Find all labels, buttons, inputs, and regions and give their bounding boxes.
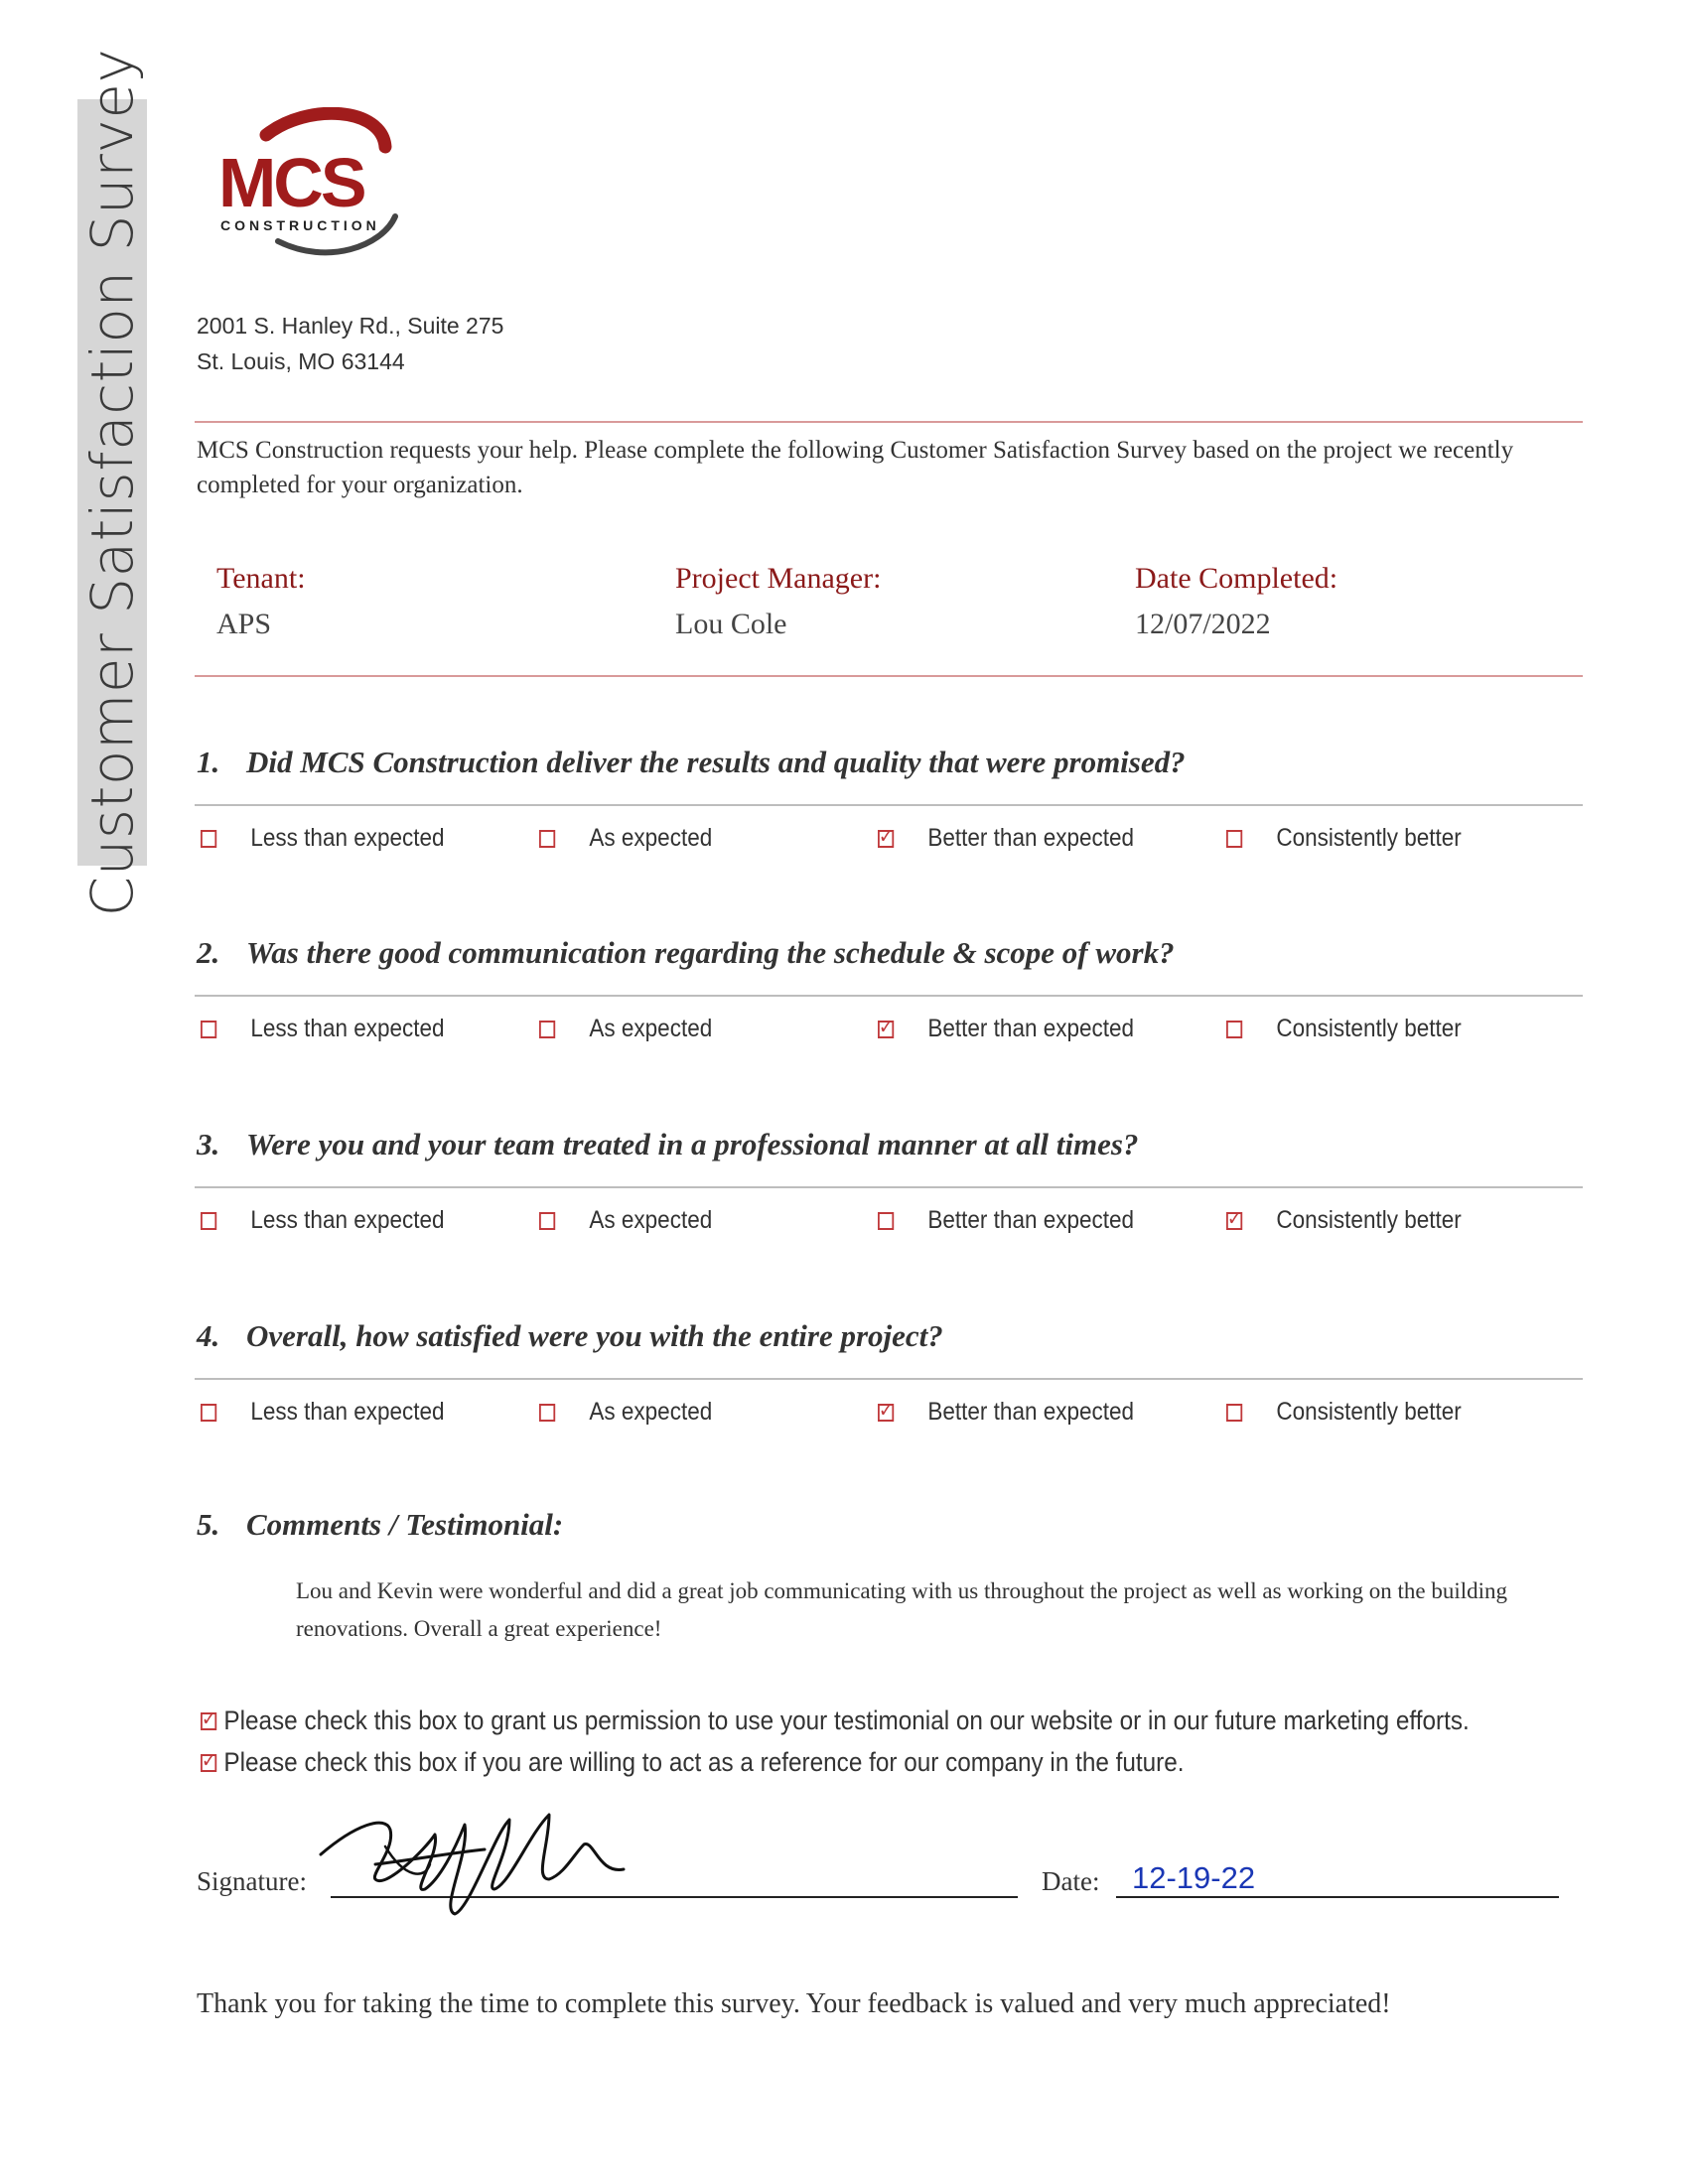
thank-you-text: Thank you for taking the time to complete this survey. Your feedback is valued and very much appreciated! bbox=[197, 1988, 1391, 2019]
question-divider bbox=[195, 804, 1583, 806]
checkmark-icon: ✓ bbox=[201, 1747, 216, 1772]
question-number: 1. bbox=[197, 745, 220, 779]
comments-heading bbox=[197, 1507, 563, 1543]
question-4-heading bbox=[197, 1318, 943, 1354]
question-divider bbox=[195, 1186, 1583, 1188]
date-label: Date: bbox=[1042, 1866, 1100, 1896]
checkbox-icon[interactable] bbox=[201, 1747, 216, 1772]
checkbox-icon[interactable] bbox=[201, 830, 216, 848]
permission-label: Please check this box if you are willing to act as a reference for our company in the future. bbox=[223, 1747, 1185, 1777]
question-1-option-2[interactable] bbox=[539, 824, 712, 853]
question-text: Was there good communication regarding the schedule & scope of work? bbox=[246, 935, 1175, 970]
permission-checkbox-1[interactable] bbox=[201, 1706, 1470, 1736]
checkbox-icon[interactable] bbox=[539, 1021, 555, 1038]
option-label: Better than expected bbox=[927, 1398, 1135, 1426]
question-divider bbox=[195, 995, 1583, 997]
signature-label: Signature: bbox=[197, 1866, 307, 1896]
checkbox-icon[interactable] bbox=[1226, 1404, 1242, 1422]
checkbox-icon[interactable] bbox=[201, 1706, 216, 1730]
checkbox-icon[interactable] bbox=[1226, 1021, 1242, 1038]
option-label: Consistently better bbox=[1276, 824, 1462, 852]
checkbox-icon[interactable] bbox=[878, 1397, 894, 1422]
question-1-option-3[interactable] bbox=[878, 824, 1134, 853]
checkbox-icon[interactable] bbox=[1226, 830, 1242, 848]
project-manager-label: Project Manager: bbox=[675, 562, 882, 595]
comments-label: Comments / Testimonial: bbox=[246, 1507, 564, 1542]
question-2-option-2[interactable] bbox=[539, 1015, 712, 1043]
question-text: Overall, how satisfied were you with the entire project? bbox=[246, 1318, 943, 1353]
option-label: Less than expected bbox=[250, 1206, 445, 1234]
mcs-logo bbox=[209, 107, 447, 266]
question-number: 3. bbox=[197, 1127, 220, 1161]
question-2-option-1[interactable] bbox=[201, 1015, 445, 1043]
date-completed-block bbox=[1135, 562, 1337, 641]
option-label: Less than expected bbox=[250, 824, 445, 852]
signature-date-value: 12-19-22 bbox=[1132, 1860, 1256, 1895]
question-number: 4. bbox=[197, 1318, 220, 1353]
logo-wordmark: MCS bbox=[218, 144, 364, 221]
checkbox-icon[interactable] bbox=[878, 1212, 894, 1230]
option-label: Better than expected bbox=[927, 1015, 1135, 1042]
question-4-option-3[interactable] bbox=[878, 1398, 1134, 1427]
permission-checkbox-2[interactable] bbox=[201, 1747, 1185, 1778]
option-label: Better than expected bbox=[927, 824, 1135, 852]
option-label: Less than expected bbox=[250, 1015, 445, 1042]
question-4-option-1[interactable] bbox=[201, 1398, 445, 1427]
question-3-option-4[interactable] bbox=[1226, 1206, 1462, 1235]
option-label: Consistently better bbox=[1276, 1015, 1462, 1042]
option-label: As expected bbox=[589, 1206, 713, 1234]
checkbox-icon[interactable] bbox=[201, 1021, 216, 1038]
date-line[interactable] bbox=[1116, 1896, 1559, 1898]
checkbox-icon[interactable] bbox=[539, 830, 555, 848]
survey-title: Customer Satisfaction Survey bbox=[78, 48, 146, 917]
question-text: Did MCS Construction deliver the results and quality that were promised? bbox=[246, 745, 1186, 779]
question-3-option-1[interactable] bbox=[201, 1206, 445, 1235]
question-4-option-2[interactable] bbox=[539, 1398, 712, 1427]
option-label: As expected bbox=[589, 824, 713, 852]
option-label: Less than expected bbox=[250, 1398, 445, 1426]
question-3-heading bbox=[197, 1127, 1138, 1162]
question-3-option-2[interactable] bbox=[539, 1206, 712, 1235]
question-2-heading bbox=[197, 935, 1175, 971]
intro-text: MCS Construction requests your help. Please complete the following Customer Satisfaction Survey based on the project we recently completed for your organization. bbox=[197, 437, 1514, 498]
question-2-option-3[interactable] bbox=[878, 1015, 1134, 1043]
checkbox-icon[interactable] bbox=[539, 1212, 555, 1230]
tenant-label: Tenant: bbox=[216, 562, 306, 595]
question-1-option-4[interactable] bbox=[1226, 824, 1462, 853]
checkbox-icon[interactable] bbox=[878, 1014, 894, 1038]
divider-info bbox=[195, 675, 1583, 677]
question-2-option-4[interactable] bbox=[1226, 1015, 1462, 1043]
checkbox-icon[interactable] bbox=[878, 823, 894, 848]
question-4-option-4[interactable] bbox=[1226, 1398, 1462, 1427]
date-completed-label: Date Completed: bbox=[1135, 562, 1338, 595]
option-label: Consistently better bbox=[1276, 1398, 1462, 1426]
question-1-heading bbox=[197, 745, 1186, 780]
checkmark-icon: ✓ bbox=[878, 823, 894, 848]
option-label: As expected bbox=[589, 1015, 713, 1042]
permission-label: Please check this box to grant us permission to use your testimonial on our website or in our future marketing efforts. bbox=[223, 1706, 1470, 1735]
address-line-2: St. Louis, MO 63144 bbox=[197, 348, 405, 374]
project-manager-block bbox=[675, 562, 881, 641]
signature-image bbox=[316, 1795, 703, 1924]
checkbox-icon[interactable] bbox=[1226, 1205, 1242, 1230]
comments-text: Lou and Kevin were wonderful and did a great job communicating with us throughout the project as well as working on the building renovations. Overall a great experience! bbox=[296, 1578, 1507, 1641]
option-label: Better than expected bbox=[927, 1206, 1135, 1234]
tenant-block bbox=[216, 562, 306, 641]
question-3-option-3[interactable] bbox=[878, 1206, 1134, 1235]
checkmark-icon: ✓ bbox=[878, 1397, 894, 1422]
question-number: 2. bbox=[197, 935, 220, 970]
option-label: As expected bbox=[589, 1398, 713, 1426]
divider-top bbox=[195, 421, 1583, 423]
company-address bbox=[197, 308, 503, 379]
checkmark-icon: ✓ bbox=[1226, 1205, 1242, 1230]
checkbox-icon[interactable] bbox=[539, 1404, 555, 1422]
tenant-value: APS bbox=[216, 608, 272, 640]
logo-subtext: CONSTRUCTION bbox=[220, 217, 380, 233]
checkbox-icon[interactable] bbox=[201, 1212, 216, 1230]
checkmark-icon: ✓ bbox=[201, 1706, 216, 1730]
option-label: Consistently better bbox=[1276, 1206, 1462, 1234]
project-manager-value: Lou Cole bbox=[675, 608, 787, 640]
comments-number: 5. bbox=[197, 1507, 220, 1542]
checkmark-icon: ✓ bbox=[878, 1014, 894, 1038]
checkbox-icon[interactable] bbox=[201, 1404, 216, 1422]
address-line-1: 2001 S. Hanley Rd., Suite 275 bbox=[197, 313, 504, 339]
date-completed-value: 12/07/2022 bbox=[1135, 608, 1271, 640]
question-text: Were you and your team treated in a professional manner at all times? bbox=[246, 1127, 1139, 1161]
question-1-option-1[interactable] bbox=[201, 824, 445, 853]
question-divider bbox=[195, 1378, 1583, 1380]
